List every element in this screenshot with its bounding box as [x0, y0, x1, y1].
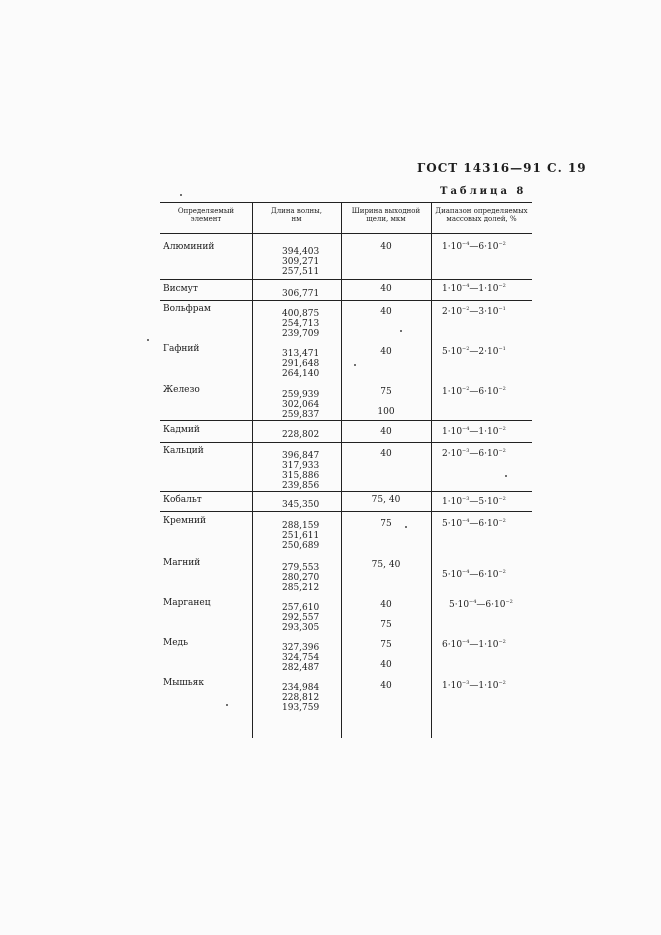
mass-fraction-range: $1\cdot 10^{-2}—6\cdot 10^{-2}$ [442, 386, 506, 397]
page-header: ГОСТ 14316—91 С. 19 [417, 161, 587, 175]
wavelengths: 234,984 228,812 193,759 [282, 683, 320, 713]
wavelengths: 257,610 292,557 293,305 [282, 603, 320, 633]
wavelengths: 228,802 [282, 430, 320, 440]
wavelengths: 400,875 254,713 239,709 [282, 309, 320, 339]
element-name: Мышьяк [163, 678, 204, 688]
slit-width: 75 100 [377, 387, 395, 417]
row-rule [160, 491, 532, 492]
element-name: Вольфрам [163, 304, 211, 314]
column-divider [431, 202, 432, 738]
wavelengths: 288,159 251,611 250,689 [282, 521, 320, 551]
mass-fraction-range: $1\cdot 10^{-3}—5\cdot 10^{-2}$ [442, 496, 506, 507]
slit-width: 40 75 [380, 600, 392, 630]
mass-fraction-range: $2\cdot 10^{-3}—6\cdot 10^{-2}$ [442, 448, 506, 459]
header-rule [160, 233, 532, 234]
element-name: Кальций [163, 446, 204, 456]
element-name: Магний [163, 558, 201, 568]
element-name: Кобальт [163, 495, 202, 505]
element-name: Марганец [163, 598, 211, 608]
scan-speck [505, 475, 507, 477]
slit-width: 75 40 [380, 640, 392, 670]
slit-width: 75, 40 [371, 495, 401, 505]
mass-fraction-range: $1\cdot 10^{-3}—1\cdot 10^{-2}$ [442, 680, 506, 691]
row-rule [160, 511, 532, 512]
wavelengths: 394,403 309,271 257,511 [282, 247, 320, 277]
element-name: Кадмий [163, 425, 200, 435]
wavelengths: 396,847 317,933 315,886 239,856 [282, 451, 320, 491]
mass-fraction-range: $2\cdot 10^{-2}—3\cdot 10^{-1}$ [442, 306, 506, 317]
scan-speck [180, 194, 182, 196]
column-header-slit: Ширина выходной щели, мкм [351, 207, 421, 223]
column-divider [252, 202, 253, 738]
mass-fraction-range: $5\cdot 10^{-4}—6\cdot 10^{-2}$ [449, 599, 513, 610]
slit-width: 40 [380, 307, 392, 317]
column-header-wavelength: Длина волны, нм [271, 207, 322, 223]
row-rule [160, 300, 532, 301]
element-name: Гафний [163, 344, 200, 354]
mass-fraction-range: $5\cdot 10^{-4}—6\cdot 10^{-2}$ [442, 569, 506, 580]
mass-fraction-range: $5\cdot 10^{-4}—6\cdot 10^{-2}$ [442, 518, 506, 529]
column-header-range: Диапазон определяемых массовых долей, % [435, 207, 528, 223]
slit-width: 40 [380, 242, 392, 252]
wavelengths: 259,939 302,064 259,837 [282, 390, 320, 420]
mass-fraction-range: $1\cdot 10^{-4}—1\cdot 10^{-2}$ [442, 426, 506, 437]
mass-fraction-range: $1\cdot 10^{-4}—6\cdot 10^{-2}$ [442, 241, 506, 252]
slit-width: 75 [380, 519, 392, 529]
element-name: Медь [163, 638, 188, 648]
data-table [160, 202, 532, 738]
wavelengths: 345,350 [282, 500, 320, 510]
table-top-rule [160, 202, 532, 203]
scan-speck [147, 339, 149, 341]
wavelengths: 327,396 324,754 282,487 [282, 643, 320, 673]
row-rule [160, 420, 532, 421]
mass-fraction-range: $6\cdot 10^{-4}—1\cdot 10^{-2}$ [442, 639, 506, 650]
table-title: Таблица 8 [440, 186, 527, 197]
row-rule [160, 279, 532, 280]
slit-width: 40 [380, 449, 392, 459]
element-name: Алюминий [163, 242, 215, 252]
scan-speck [400, 330, 402, 332]
slit-width: 40 [380, 347, 392, 357]
element-name: Железо [163, 385, 200, 395]
element-name: Висмут [163, 284, 198, 294]
slit-width: 40 [380, 427, 392, 437]
row-rule [160, 442, 532, 443]
wavelengths: 306,771 [282, 289, 320, 299]
scan-speck [354, 364, 356, 366]
wavelengths: 313,471 291,648 264,140 [282, 349, 320, 379]
scan-speck [405, 526, 407, 528]
element-name: Кремний [163, 516, 207, 526]
mass-fraction-range: $1\cdot 10^{-4}—1\cdot 10^{-2}$ [442, 283, 506, 294]
mass-fraction-range: $5\cdot 10^{-2}—2\cdot 10^{-1}$ [442, 346, 506, 357]
slit-width: 40 [380, 284, 392, 294]
wavelengths: 279,553 280,270 285,212 [282, 563, 320, 593]
column-header-element: Определяемый элемент [177, 207, 235, 223]
scan-speck [226, 704, 228, 706]
slit-width: 75, 40 [371, 560, 401, 570]
slit-width: 40 [380, 681, 392, 691]
